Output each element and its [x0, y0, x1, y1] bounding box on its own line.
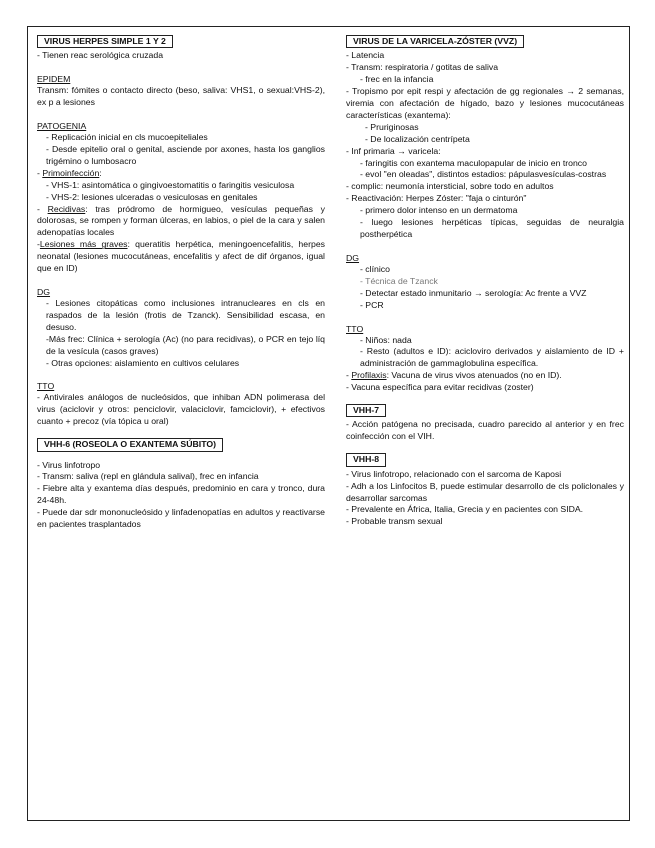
vvz-line-4: - Tropismo por epit respi y afectación de gg regionales → 2 semanas, viremia con afectación de hígado, bazo y lesiones mucocutáneas características (exantema): — [346, 86, 624, 120]
dg-heading-left: DG — [37, 287, 51, 297]
vhh8-line-4: - Probable transm sexual — [346, 516, 443, 527]
vhh6-section-title: VHH-6 (ROSEOLA O EXANTEMA SÚBITO) — [37, 438, 223, 451]
recidivas-label: Recidivas — [47, 203, 86, 214]
vhh7-line-1: - Acción patógena no precisada, cuadro parecido al anterior y en frec coinfección con el VIH. — [346, 419, 624, 442]
dg-right-line-3: - Detectar estado inmunitario → serología: Ac frente a VVZ — [360, 287, 587, 298]
recidivas-line — [37, 204, 325, 240]
dg-right-line-4: - PCR — [360, 299, 384, 310]
vhh8-section-title: VHH-8 — [346, 453, 386, 466]
vvz-line-5: - Pruriginosas — [365, 121, 419, 132]
profilaxis-line — [346, 370, 624, 382]
lesiones-graves-prefix: - — [37, 239, 40, 250]
vvz-line-1: - Latencia — [346, 50, 385, 61]
dg-left-line-1: - Lesiones citopáticas como inclusiones intranucleares en cls en raspados de la lesión (frotis de Tzanck). Sensibilidad escasa, en desuso. — [46, 298, 325, 332]
tto-heading-left: TTO — [37, 381, 55, 392]
tto-right-line-4: - Vacuna específica para evitar recidivas (zoster) — [346, 382, 534, 393]
patogenia-heading: PATOGENIA — [37, 121, 87, 132]
lesiones-graves-line — [37, 239, 325, 275]
left-column — [37, 31, 325, 531]
recidivas-text: : tras pródromo de hormigueo, vesículas pequeñas y dolorosas, se rompen y forman úlceras, en labios, o piel de la cara y salen adenopatías locales — [37, 203, 325, 238]
hsv-section-title: VIRUS HERPES SIMPLE 1 Y 2 — [37, 35, 173, 48]
right-column — [346, 31, 624, 528]
lesiones-graves-text: : queratitis herpética, meningoencefalitis, herpes neonatal (lesiones mucocutáneas, encefalitis y afect de dif órganos, igual que en ID) — [37, 239, 325, 274]
primoinfeccion-line: - Primoinfección: — [37, 167, 102, 178]
primoinfeccion-vhs2: - VHS-2: lesiones ulceradas o vesiculosas en genitales — [46, 191, 258, 202]
vvz-line-13: - luego lesiones herpéticas típicas, seguidas de neuralgia postherpética — [360, 217, 624, 239]
patogenia-line-1: - Replicación inicial en cls mucoepiteliales — [46, 132, 208, 143]
primoinfeccion-sep: : — [99, 167, 102, 178]
vvz-line-10: - complic: neumonía intersticial, sobre todo en adultos — [346, 181, 554, 192]
dg-left-line-2: -Más frec: Clínica + serología (Ac) (no para recidivas), o PCR en tejo líq de la vesícula (casos graves) — [46, 333, 325, 356]
profilaxis-label: Profilaxis — [351, 370, 387, 381]
epidem-heading: EPIDEM — [37, 74, 71, 85]
profilaxis-text: : Vacuna de virus vivos atenuados (no en ID). — [386, 370, 562, 381]
tto-right-line-1: - Niños: nada — [360, 334, 412, 345]
hsv-intro: - Tienen reac serológica cruzada — [37, 50, 164, 61]
vhh6-line-1: - Virus linfotropo — [37, 459, 101, 470]
tto-heading-right: TTO — [346, 323, 364, 334]
vhh6-line-4: - Puede dar sdr mononucleósido y linfadenopatías en adultos y reactivarse en pacientes trasplantados — [37, 507, 325, 530]
lesiones-graves-label: Lesiones más graves — [39, 239, 128, 250]
vhh8-line-1: - Virus linfotropo, relacionado con el sarcoma de Kaposi — [346, 468, 562, 479]
epidem-text: Transm: fómites o contacto directo (beso, saliva: VHS1, o sexual:VHS-2), ex p a lesiones — [37, 85, 325, 108]
vvz-line-7: - Inf primaria → varicela: — [346, 145, 441, 156]
vvz-line-12: - primero dolor intenso en un dermatoma — [360, 205, 518, 216]
dg-right-line-1: - clínico — [360, 263, 390, 274]
vvz-line-8: - faringitis con exantema maculopapular de inicio en tronco — [360, 157, 587, 168]
document-page — [27, 26, 630, 821]
recidivas-prefix: - — [37, 203, 48, 214]
vhh8-line-3: - Prevalente en África, Italia, Grecia y en pacientes con SIDA. — [346, 504, 584, 515]
tto-left-line-1: - Antivirales análogos de nucleósidos, que inhiban ADN polimerasa del virus (aciclovir y otros: penciclovir, valaciclovir, famciclovir), + efectivos cuanto + precoz (vía tópica u oral) — [37, 392, 325, 427]
vvz-line-9: - evol "en oleadas", distintos estadios: pápulasvesículas-costras — [360, 169, 607, 180]
vhh8-line-2: - Adh a los Linfocitos B, puede estimular desarrollo de cls policlonales y desarrollar sarcomas — [346, 480, 624, 503]
vhh7-section-title: VHH-7 — [346, 404, 386, 417]
dg-heading-right: DG — [346, 252, 360, 263]
primoinfeccion-vhs1: - VHS-1: asintomática o gingivoestomatitis o faringitis vesiculosa — [46, 179, 295, 190]
patogenia-line-2: - Desde epitelio oral o genital, asciende por axones, hasta los ganglios trigémino o lumbosacro — [46, 144, 325, 166]
vvz-line-11: - Reactivación: Herpes Zóster: "faja o cinturón" — [346, 193, 527, 204]
vvz-line-6: - De localización centrípeta — [365, 133, 470, 144]
profilaxis-prefix: - — [346, 370, 352, 381]
primoinfeccion-label: Primoinfección — [42, 167, 100, 178]
dg-left-line-3: - Otras opciones: aislamiento en cultivos celulares — [46, 357, 240, 368]
dg-right-line-2: - Técnica de Tzanck — [360, 275, 438, 286]
vhh6-line-2: - Transm: saliva (repl en glándula salival), frec en infancia — [37, 471, 259, 482]
vhh6-line-3: - Fiebre alta y exantema días después, predominio en cara y tronco, dura 24-48h. — [37, 483, 325, 506]
vvz-line-2: - Transm: respiratoria / gotitas de saliva — [346, 62, 499, 73]
vvz-line-3: - frec en la infancia — [360, 74, 434, 85]
tto-right-line-2: - Resto (adultos e ID): aciclovirо derivados y aislamiento de ID + administración de gammaglobulina específica. — [360, 346, 624, 369]
vvz-section-title: VIRUS DE LA VARICELA-ZÓSTER (VVZ) — [346, 35, 524, 48]
